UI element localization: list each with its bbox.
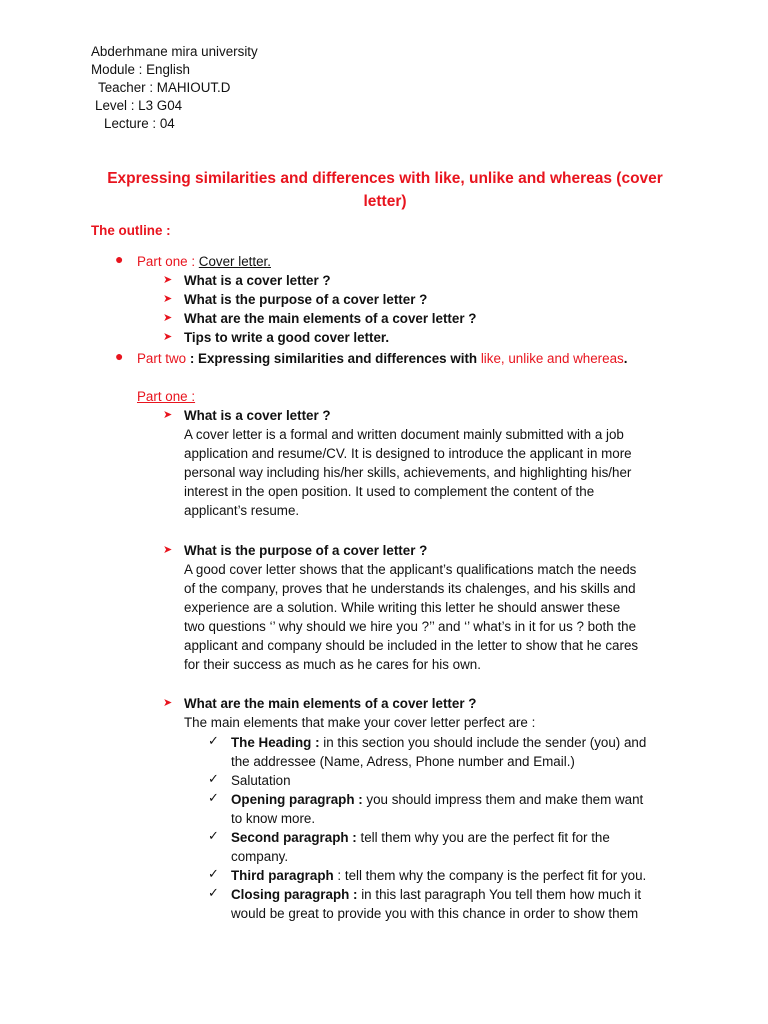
lecture-line: Lecture : 04 xyxy=(104,116,175,131)
element-item xyxy=(231,866,646,885)
arrow-bullet-icon: ➤ xyxy=(163,331,173,343)
checkmark-icon: ✓ xyxy=(208,790,219,805)
bullet-icon: ● xyxy=(115,251,124,267)
arrow-bullet-icon: ➤ xyxy=(163,274,173,286)
answer-2-line: for their success as much as he cares for his own. xyxy=(184,657,481,672)
answer-1-line: application and resume/CV. It is designed to introduce the applicant in more xyxy=(184,446,632,461)
checkmark-icon: ✓ xyxy=(208,733,219,748)
answer-1-line: applicant’s resume. xyxy=(184,503,300,518)
arrow-bullet-icon: ➤ xyxy=(163,312,173,324)
outline-item: What is the purpose of a cover letter ? xyxy=(184,292,428,307)
arrow-bullet-icon: ➤ xyxy=(163,293,173,305)
document-title: Expressing similarities and differences with like, unlike and whereas (cover letter) xyxy=(107,170,663,210)
question-3: What are the main elements of a cover letter ? xyxy=(184,696,477,711)
answer-1-line: personal way including his/her skills, achievements, and highlighting his/her xyxy=(184,465,632,480)
outline-part-one xyxy=(137,252,271,271)
module-line: Module : English xyxy=(91,62,190,77)
element-item xyxy=(231,790,643,809)
part-two-end: . xyxy=(623,351,628,366)
element-continuation: to know more. xyxy=(231,811,316,826)
element-text: tell them why you are the perfect fit for the xyxy=(356,830,610,845)
checkmark-icon: ✓ xyxy=(208,828,219,843)
outline-part-two xyxy=(137,349,627,368)
part-two-highlight: like, unlike and whereas xyxy=(480,351,624,366)
checkmark-icon: ✓ xyxy=(208,771,219,786)
part-one-prefix: Part one : xyxy=(137,254,196,269)
element-text: you should impress them and make them want xyxy=(362,792,644,807)
answer-2-line: applicant and company should be included in the letter to show that he cares xyxy=(184,638,639,653)
part-one-topic: Cover letter. xyxy=(198,254,271,269)
outline-label: The outline : xyxy=(91,223,171,238)
element-bold: Opening paragraph : xyxy=(231,792,363,807)
element-item xyxy=(231,885,641,904)
element-text: in this last paragraph You tell them how much it xyxy=(357,887,642,902)
element-item xyxy=(231,733,646,752)
checkmark-icon: ✓ xyxy=(208,866,219,881)
answer-1-line: A cover letter is a formal and written document mainly submitted with a job xyxy=(184,427,624,442)
teacher-line: Teacher : MAHIOUT.D xyxy=(98,80,231,95)
question-1: What is a cover letter ? xyxy=(184,408,331,423)
element-bold: Second paragraph : xyxy=(231,830,357,845)
element-text: Salutation xyxy=(231,773,291,788)
outline-item: What is a cover letter ? xyxy=(184,273,331,288)
university-line: Abderhmane mira university xyxy=(91,44,258,59)
answer-2-line: A good cover letter shows that the applicant’s qualifications match the needs xyxy=(184,562,637,577)
element-item xyxy=(231,828,610,847)
element-continuation: company. xyxy=(231,849,289,864)
outline-item: What are the main elements of a cover letter ? xyxy=(184,311,477,326)
element-text: in this section you should include the sender (you) and xyxy=(319,735,647,750)
arrow-bullet-icon: ➤ xyxy=(163,544,173,556)
checkmark-icon: ✓ xyxy=(208,885,219,900)
question-3-intro: The main elements that make your cover letter perfect are : xyxy=(184,715,536,730)
section-heading: Part one : xyxy=(137,389,196,404)
element-bold: Closing paragraph : xyxy=(231,887,358,902)
element-text: : tell them why the company is the perfect fit for you. xyxy=(333,868,647,883)
outline-item: Tips to write a good cover letter. xyxy=(184,330,390,345)
element-continuation: would be great to provide you with this chance in order to show them xyxy=(231,906,639,921)
part-two-prefix: Part two xyxy=(137,351,187,366)
arrow-bullet-icon: ➤ xyxy=(163,409,173,421)
element-bold: The Heading : xyxy=(231,735,320,750)
answer-2-line: of the company, proves that he understands its chalenges, and his skills and xyxy=(184,581,636,596)
bullet-icon: ● xyxy=(115,348,124,364)
answer-2-line: two questions ‘’ why should we hire you ?’’ and ‘’ what’s in it for us ? both the xyxy=(184,619,637,634)
element-continuation: the addressee (Name, Adress, Phone number and Email.) xyxy=(231,754,575,769)
answer-2-line: experience are a solution. While writing this letter he should answer these xyxy=(184,600,621,615)
element-item xyxy=(231,771,291,790)
part-two-text: : Expressing similarities and differences with xyxy=(186,351,481,366)
question-2: What is the purpose of a cover letter ? xyxy=(184,543,428,558)
level-line: Level : L3 G04 xyxy=(95,98,183,113)
element-bold: Third paragraph xyxy=(231,868,334,883)
arrow-bullet-icon: ➤ xyxy=(163,697,173,709)
answer-1-line: interest in the open position. It used to complement the content of the xyxy=(184,484,595,499)
